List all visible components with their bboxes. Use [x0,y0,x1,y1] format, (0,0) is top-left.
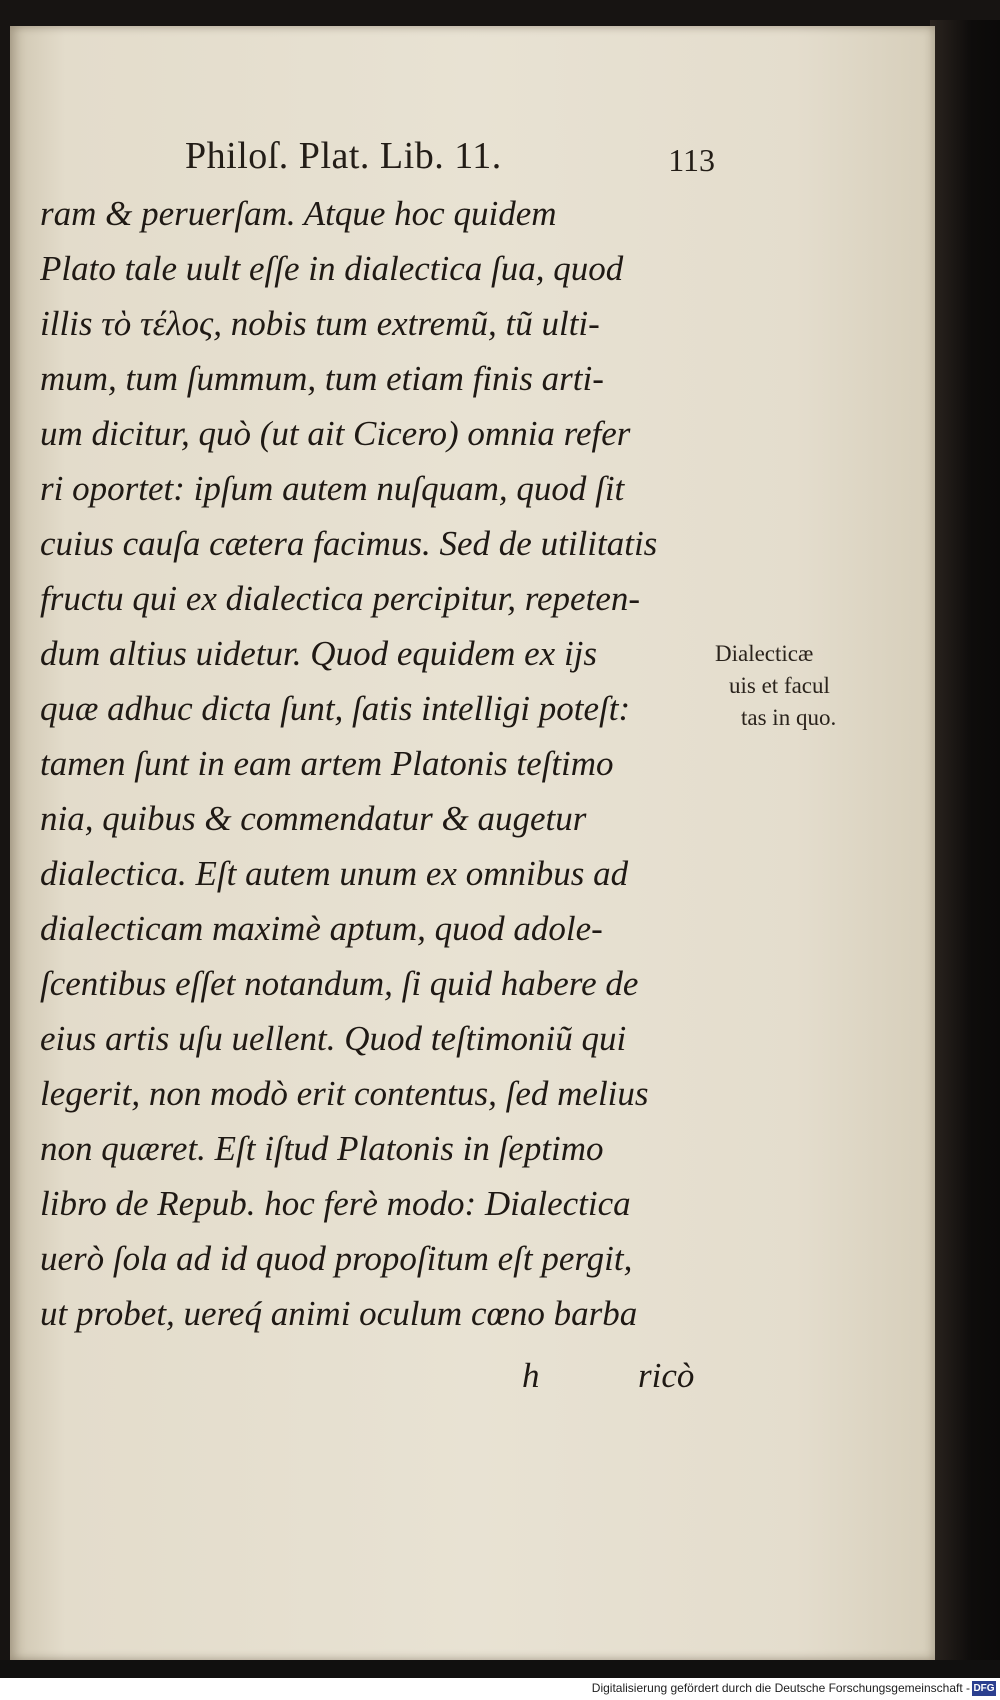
text-line: Plato tale uult eſſe in dialectica ſua, quod [40,249,624,288]
text-line: eius artis uſu uellent. Quod teſtimoniũ qui [40,1019,627,1058]
text-line: non quæret. Eſt iſtud Platonis in ſeptimo [40,1129,604,1168]
margin-note-line: uis et facul [729,673,830,698]
binding-edge [930,20,1000,1680]
text-line: fructu qui ex dialectica percipitur, repeten- [40,579,641,618]
page-number: 113 [668,142,715,178]
text-line: ram & peruerſam. Atque hoc quidem [40,194,557,233]
text-line: mum, tum ſummum, tum etiam finis arti- [40,359,604,398]
text-line: illis τὸ τέλος, nobis tum extremũ, tũ ulti- [40,304,600,343]
text-line: cuius cauſa cætera facimus. Sed de utilitatis [40,524,658,563]
signature-mark: h [522,1356,540,1395]
text-line: dialecticam maximè aptum, quod adole- [40,909,603,948]
text-line: ſcentibus eſſet notandum, ſi quid habere de [40,964,639,1003]
margin-note-line: Dialecticæ [715,641,814,666]
main-text-block [40,186,740,1341]
text-line: um dicitur, quò (ut ait Cicero) omnia refer [40,414,631,453]
text-line: libro de Repub. hoc ferè modo: Dialectica [40,1184,631,1223]
text-line: ut probet, uereq́ animi oculum cœno barba [40,1294,638,1333]
page-foot-line [10,1356,710,1416]
text-line: legerit, non modò erit contentus, ſed melius [40,1074,649,1113]
text-line: dum altius uidetur. Quod equidem ex ijs [40,634,598,673]
dfg-logo-icon: DFG [973,1683,995,1694]
scan-bottom-border [0,1660,1000,1678]
text-line: nia, quibus & commendatur & augetur [40,799,587,838]
margin-note-line: tas in quo. [741,705,837,730]
text-line: tamen ſunt in eam artem Platonis teſtimo [40,744,614,783]
catchword: ricò [638,1356,695,1395]
funding-footer [0,1678,1000,1700]
text-line: uerò ſola ad id quod propoſitum eſt pergit, [40,1239,633,1278]
text-line: ri oportet: ipſum autem nuſquam, quod ſit [40,469,625,508]
running-title: Philoſ. Plat. Lib. 11. [185,135,502,177]
text-line: dialectica. Eſt autem unum ex omnibus ad [40,854,629,893]
funding-credit: Digitalisierung gefördert durch die Deutsche Forschungsgemeinschaft - [591,1681,970,1695]
text-line: quæ adhuc dicta ſunt, ſatis intelligi poteſt: [40,689,631,728]
page-header [185,134,715,184]
book-page [10,26,935,1660]
margin-note [715,638,855,734]
